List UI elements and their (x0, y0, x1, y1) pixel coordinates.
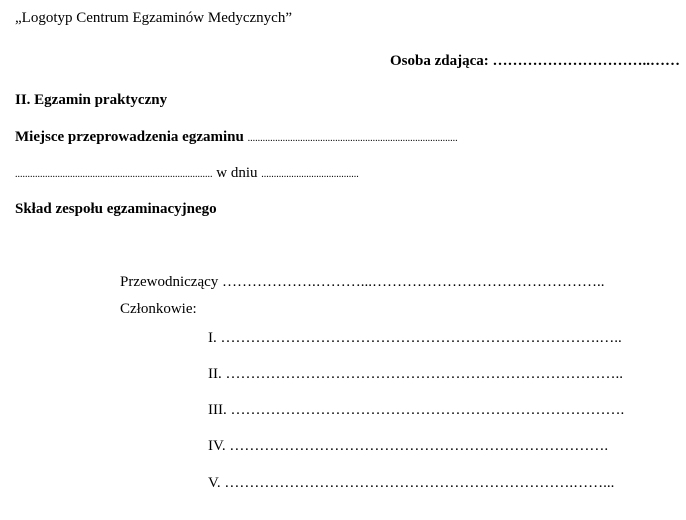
exam-place-fill-field[interactable]: .................................................................................... (247, 133, 458, 144)
exam-place-label: Miejsce przeprowadzenia egzaminu (15, 129, 244, 145)
member-number: IV. (208, 438, 226, 454)
chair-label: Przewodniczący (120, 274, 219, 290)
exam-date-label: w dniu (216, 165, 258, 181)
member-number: I. (208, 330, 217, 346)
member-fill-field[interactable]: …………………………………………………………….……... (224, 475, 615, 491)
member-row-3 (208, 401, 624, 419)
member-row-2 (208, 365, 623, 383)
logo-placeholder: „Logotyp Centrum Egzaminów Medycznych” (15, 10, 293, 26)
member-fill-field[interactable]: ……………………………………………………………………. (230, 402, 625, 418)
member-number: II. (208, 366, 222, 382)
candidate-row (390, 52, 680, 70)
exam-place-row-2 (15, 164, 359, 184)
member-fill-field[interactable]: ………………………………………………………………….….. (220, 330, 622, 346)
member-row-1 (208, 329, 622, 347)
committee-title: Skład zespołu egzaminacyjnego (15, 201, 217, 217)
exam-date-fill-field[interactable]: ....................................... (261, 169, 359, 180)
members-label: Członkowie: (120, 301, 197, 317)
member-row-4 (208, 437, 608, 455)
chair-row (120, 273, 605, 291)
member-fill-field[interactable]: …………………………………………………………………. (229, 438, 609, 454)
member-fill-field[interactable]: …………………………………………………………………….. (225, 366, 623, 382)
candidate-label: Osoba zdająca: (390, 53, 489, 69)
section-title: II. Egzamin praktyczny (15, 92, 168, 108)
chair-fill-field[interactable]: ……………….………...……………………………………….. (222, 274, 605, 290)
member-row-5 (208, 474, 614, 492)
exam-place-fill-field-2[interactable]: ............................................................................... (15, 169, 213, 180)
candidate-fill-field[interactable]: …………………………..…… (492, 53, 680, 69)
member-number: III. (208, 402, 227, 418)
member-number: V. (208, 475, 221, 491)
exam-place-row (15, 128, 458, 148)
